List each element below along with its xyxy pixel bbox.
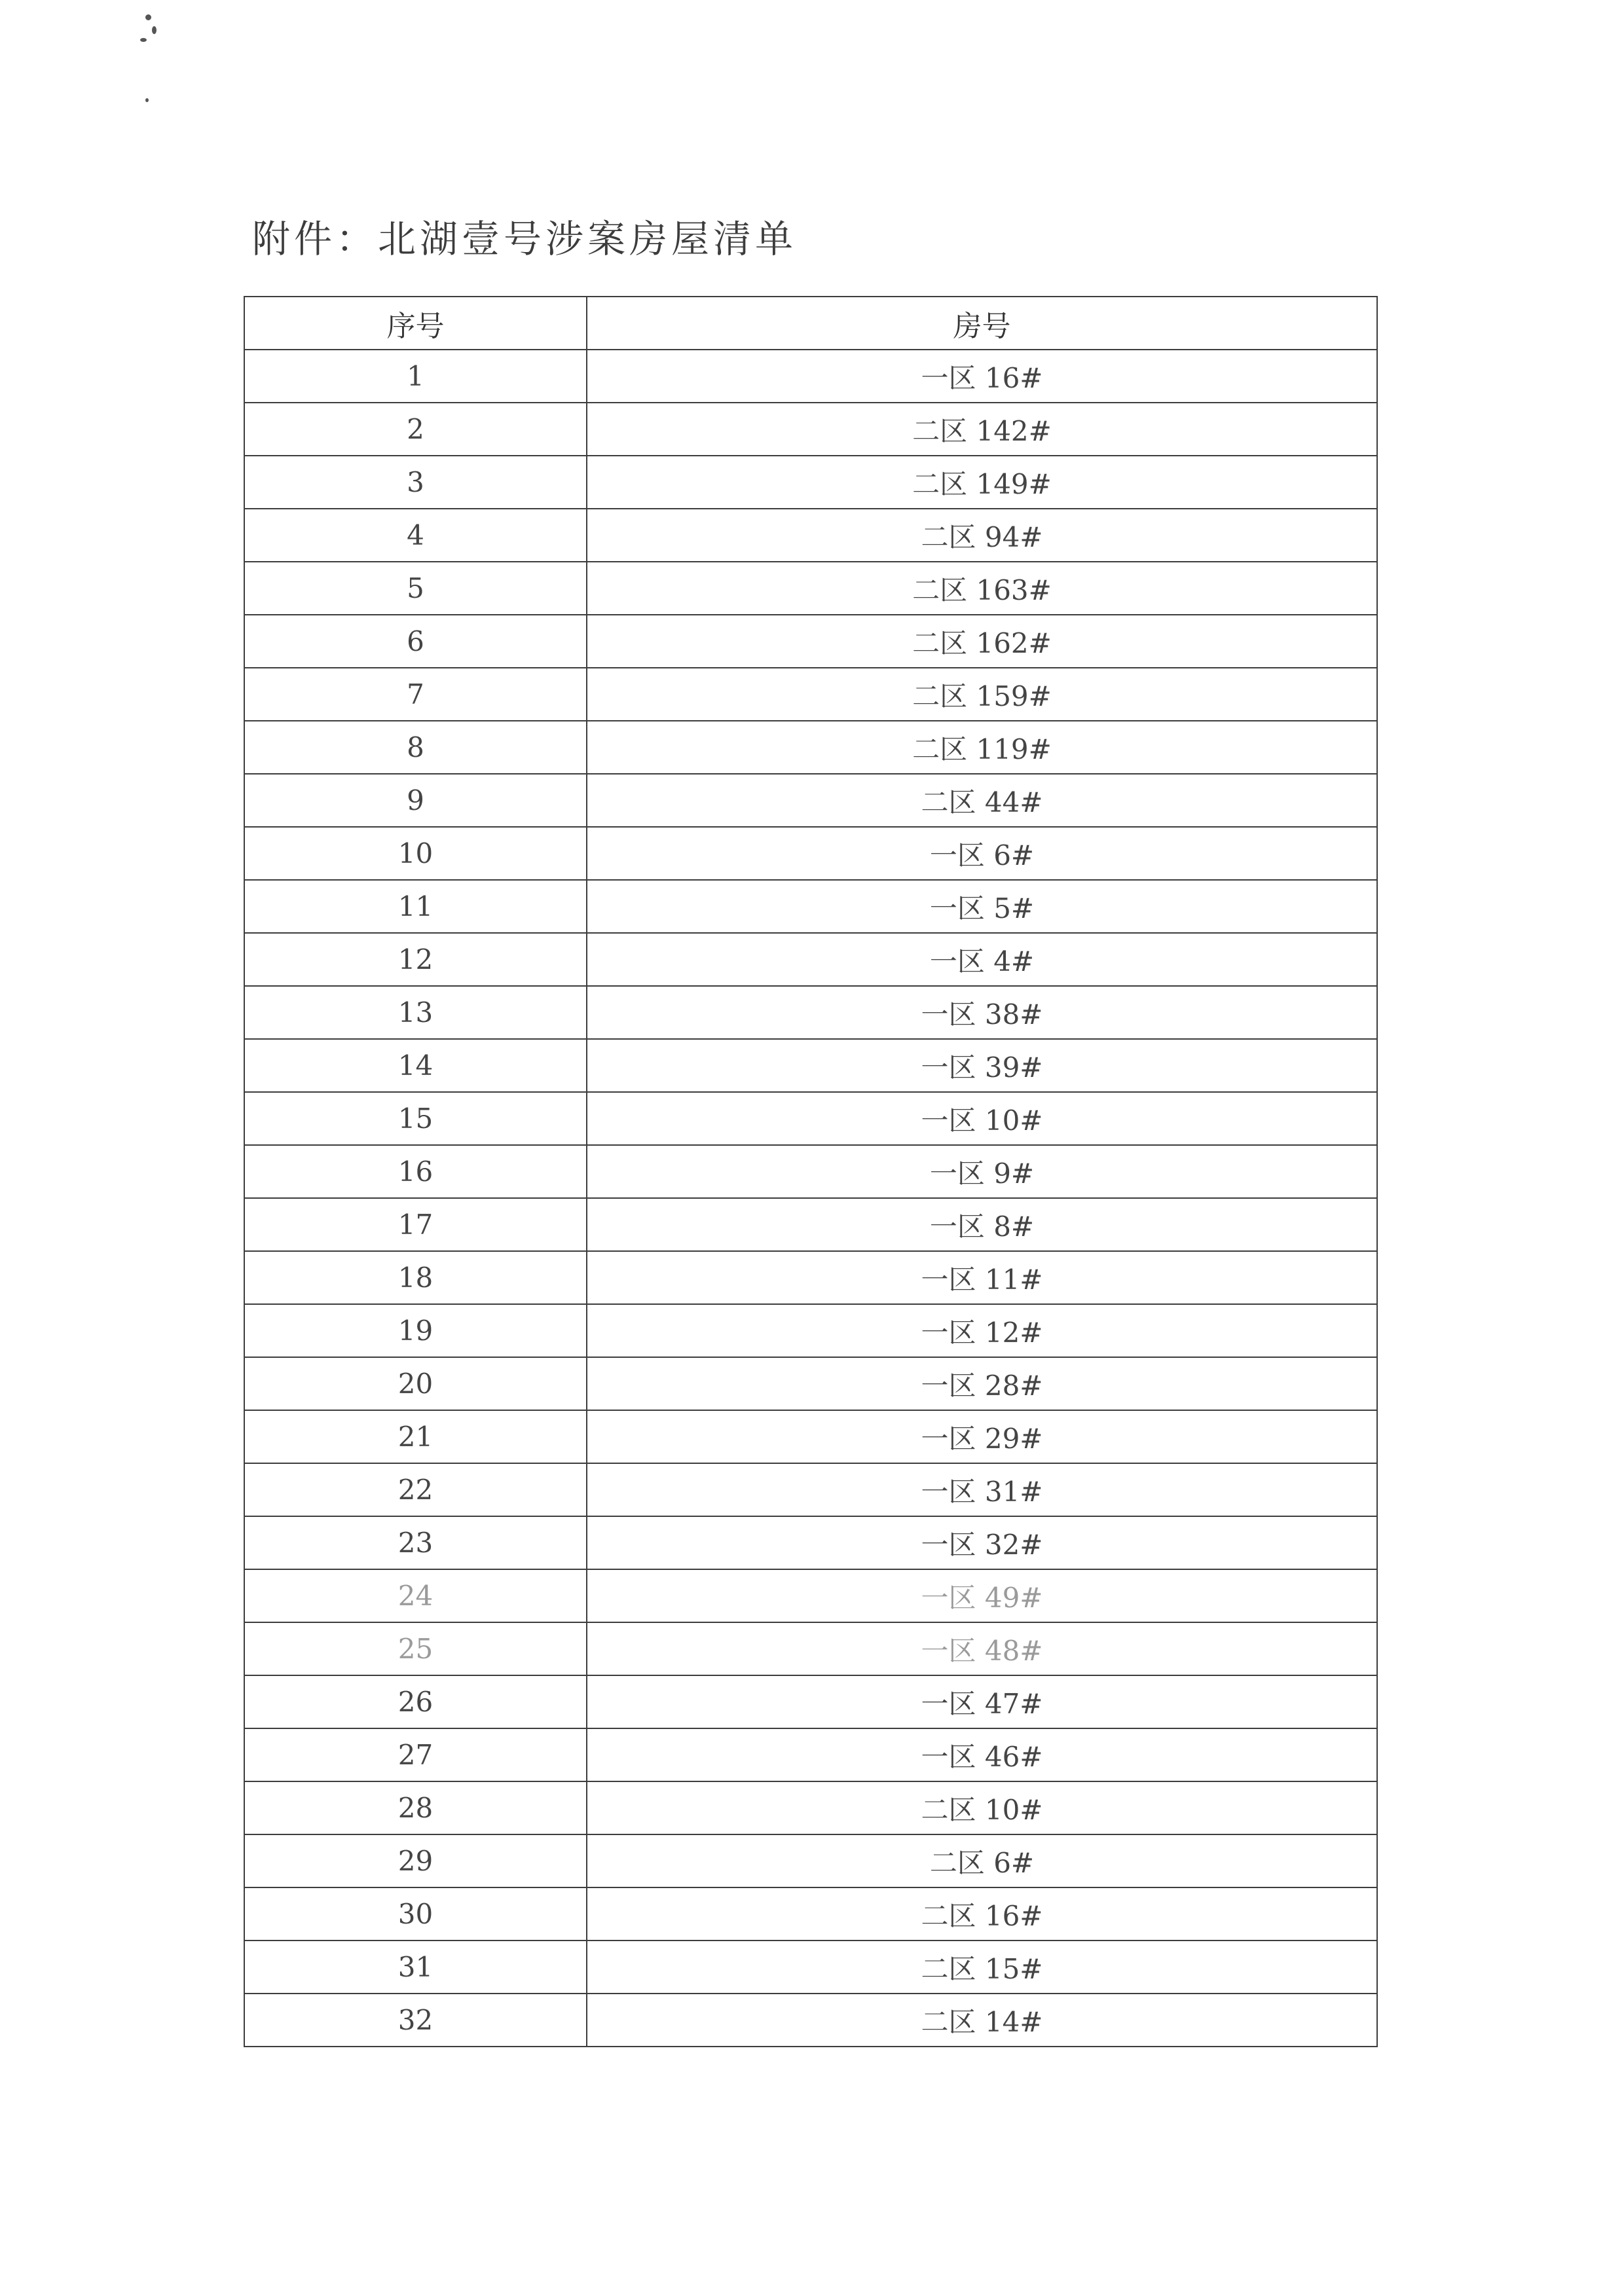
- row-index-cell: 31: [244, 1941, 587, 1994]
- table-row: [244, 1941, 1377, 1994]
- table-row: [244, 1145, 1377, 1198]
- table-body: [244, 350, 1377, 2047]
- row-index-cell: 19: [244, 1304, 587, 1357]
- table-row: [244, 827, 1377, 880]
- room-number-cell: 一区 8#: [587, 1198, 1377, 1251]
- column-header-index: 序号: [244, 297, 587, 350]
- row-index-cell: 1: [244, 350, 587, 403]
- table-row: [244, 1622, 1377, 1675]
- table-row: [244, 721, 1377, 774]
- scan-mark: [145, 14, 151, 20]
- room-number-cell: 一区 32#: [587, 1516, 1377, 1569]
- table-header-row: [244, 297, 1377, 350]
- room-number-cell: 一区 6#: [587, 827, 1377, 880]
- table-row: [244, 456, 1377, 509]
- row-index-cell: 9: [244, 774, 587, 827]
- table-row: [244, 1887, 1377, 1941]
- row-index-cell: 21: [244, 1410, 587, 1463]
- room-number-cell: 一区 5#: [587, 880, 1377, 933]
- table-row: [244, 933, 1377, 986]
- table-row: [244, 1834, 1377, 1887]
- row-index-cell: 26: [244, 1675, 587, 1728]
- table-row: [244, 1304, 1377, 1357]
- room-number-cell: 一区 10#: [587, 1092, 1377, 1145]
- table-row: [244, 1728, 1377, 1781]
- table-row: [244, 1410, 1377, 1463]
- table-row: [244, 1039, 1377, 1092]
- row-index-cell: 5: [244, 562, 587, 615]
- room-number-cell: 二区 149#: [587, 456, 1377, 509]
- room-number-cell: 一区 46#: [587, 1728, 1377, 1781]
- room-number-cell: 一区 49#: [587, 1569, 1377, 1622]
- table-row: [244, 774, 1377, 827]
- room-number-cell: 二区 162#: [587, 615, 1377, 668]
- table-row: [244, 1994, 1377, 2047]
- row-index-cell: 30: [244, 1887, 587, 1941]
- room-number-cell: 二区 142#: [587, 403, 1377, 456]
- row-index-cell: 25: [244, 1622, 587, 1675]
- table-row: [244, 1092, 1377, 1145]
- column-header-room: 房号: [587, 297, 1377, 350]
- room-number-cell: 二区 44#: [587, 774, 1377, 827]
- room-number-cell: 二区 10#: [587, 1781, 1377, 1834]
- room-number-cell: 二区 16#: [587, 1887, 1377, 1941]
- row-index-cell: 23: [244, 1516, 587, 1569]
- room-number-cell: 二区 14#: [587, 1994, 1377, 2047]
- room-number-cell: 一区 48#: [587, 1622, 1377, 1675]
- page-title: 附件：北湖壹号涉案房屋清单: [252, 217, 798, 261]
- scan-mark: [145, 98, 149, 102]
- room-number-cell: 一区 28#: [587, 1357, 1377, 1410]
- table-row: [244, 509, 1377, 562]
- house-list-table: [244, 296, 1378, 2047]
- room-number-cell: 一区 16#: [587, 350, 1377, 403]
- table-row: [244, 1675, 1377, 1728]
- room-number-cell: 一区 39#: [587, 1039, 1377, 1092]
- row-index-cell: 24: [244, 1569, 587, 1622]
- table-row: [244, 1516, 1377, 1569]
- room-number-cell: 二区 159#: [587, 668, 1377, 721]
- row-index-cell: 29: [244, 1834, 587, 1887]
- table-row: [244, 880, 1377, 933]
- row-index-cell: 27: [244, 1728, 587, 1781]
- room-number-cell: 一区 31#: [587, 1463, 1377, 1516]
- table-row: [244, 1781, 1377, 1834]
- table-row: [244, 1463, 1377, 1516]
- table-row: [244, 615, 1377, 668]
- table-row: [244, 1357, 1377, 1410]
- row-index-cell: 28: [244, 1781, 587, 1834]
- room-number-cell: 一区 47#: [587, 1675, 1377, 1728]
- row-index-cell: 15: [244, 1092, 587, 1145]
- table-row: [244, 668, 1377, 721]
- room-number-cell: 一区 38#: [587, 986, 1377, 1039]
- room-number-cell: 一区 12#: [587, 1304, 1377, 1357]
- row-index-cell: 2: [244, 403, 587, 456]
- room-number-cell: 一区 9#: [587, 1145, 1377, 1198]
- row-index-cell: 10: [244, 827, 587, 880]
- row-index-cell: 3: [244, 456, 587, 509]
- row-index-cell: 12: [244, 933, 587, 986]
- table-row: [244, 1198, 1377, 1251]
- row-index-cell: 18: [244, 1251, 587, 1304]
- scan-mark: [152, 26, 157, 34]
- room-number-cell: 一区 11#: [587, 1251, 1377, 1304]
- room-number-cell: 一区 4#: [587, 933, 1377, 986]
- row-index-cell: 6: [244, 615, 587, 668]
- room-number-cell: 二区 15#: [587, 1941, 1377, 1994]
- row-index-cell: 11: [244, 880, 587, 933]
- row-index-cell: 32: [244, 1994, 587, 2047]
- row-index-cell: 22: [244, 1463, 587, 1516]
- room-number-cell: 二区 163#: [587, 562, 1377, 615]
- row-index-cell: 8: [244, 721, 587, 774]
- row-index-cell: 4: [244, 509, 587, 562]
- row-index-cell: 16: [244, 1145, 587, 1198]
- room-number-cell: 二区 119#: [587, 721, 1377, 774]
- table-row: [244, 1251, 1377, 1304]
- row-index-cell: 17: [244, 1198, 587, 1251]
- row-index-cell: 7: [244, 668, 587, 721]
- table-row: [244, 350, 1377, 403]
- room-number-cell: 二区 94#: [587, 509, 1377, 562]
- room-number-cell: 一区 29#: [587, 1410, 1377, 1463]
- table-row: [244, 562, 1377, 615]
- scan-mark: [140, 38, 147, 42]
- row-index-cell: 14: [244, 1039, 587, 1092]
- table-row: [244, 986, 1377, 1039]
- table-row: [244, 403, 1377, 456]
- room-number-cell: 二区 6#: [587, 1834, 1377, 1887]
- row-index-cell: 13: [244, 986, 587, 1039]
- table-row: [244, 1569, 1377, 1622]
- row-index-cell: 20: [244, 1357, 587, 1410]
